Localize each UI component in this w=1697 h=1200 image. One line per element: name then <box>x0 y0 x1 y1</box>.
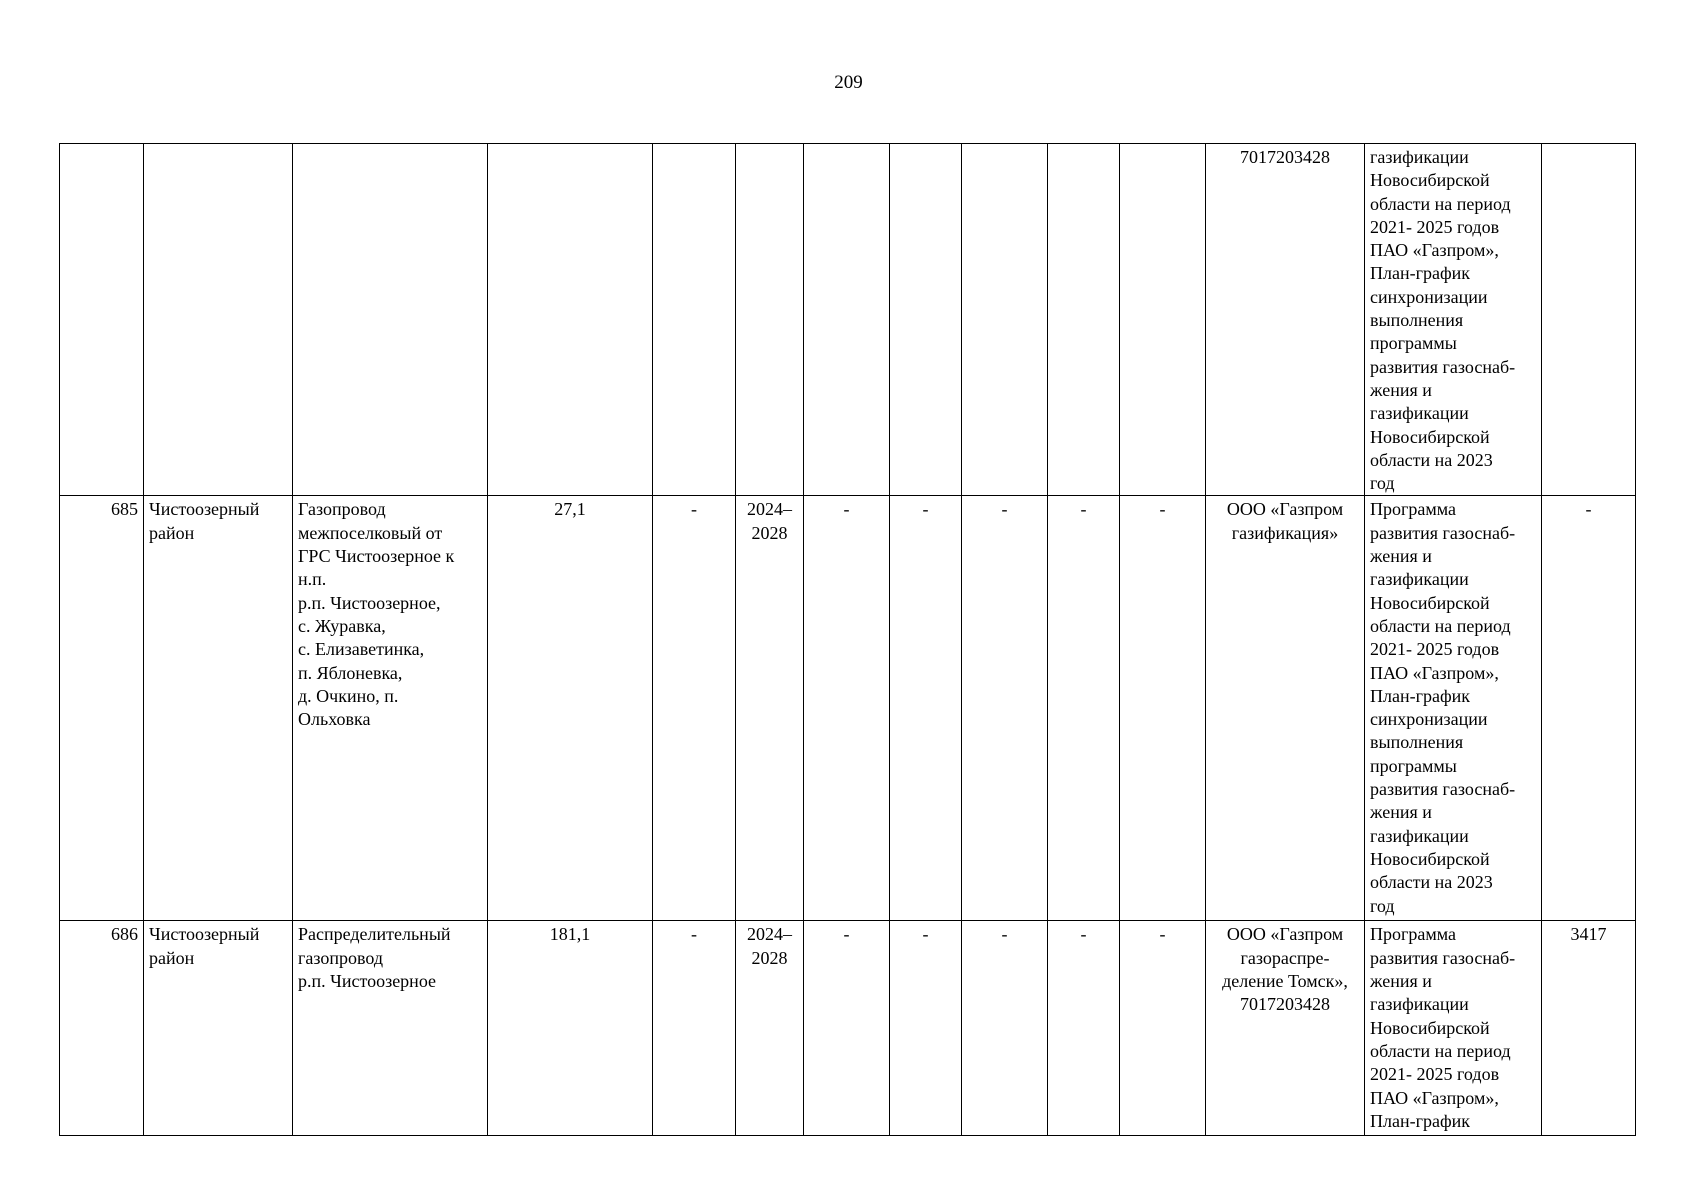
cell-text: - <box>1159 499 1166 520</box>
cell-text-line: 2021- 2025 годов <box>1370 639 1500 660</box>
cell-text-line: План-график <box>1370 1110 1471 1131</box>
cell-text-line: ПАО «Газпром», <box>1370 240 1499 261</box>
cell-text-line: район <box>149 947 195 968</box>
organization-cell <box>1206 496 1365 921</box>
page-number: 209 <box>834 72 863 93</box>
cell-text-line: газификации <box>1370 825 1469 846</box>
cell-text: - <box>1159 924 1166 945</box>
length-cell <box>488 144 653 496</box>
cell-text: - <box>922 924 929 945</box>
cell-text-line: области на период <box>1370 193 1511 214</box>
column-11-cell <box>1120 921 1206 1136</box>
cell-text: - <box>1001 499 1008 520</box>
length-cell <box>488 921 653 1136</box>
cell-text-line: 2024– <box>747 499 792 520</box>
cell-text-line: п. Яблоневка, <box>298 662 403 683</box>
source-document-cell <box>1365 921 1542 1136</box>
cell-text: - <box>843 499 850 520</box>
column-8-cell <box>890 921 962 1136</box>
cell-text-line: 2028 <box>751 947 788 968</box>
cell-text-line: район <box>149 522 195 543</box>
cell-text-line: деление Томск», <box>1222 971 1348 992</box>
cell-text-line: газопровод <box>298 947 384 968</box>
district-cell <box>144 496 293 921</box>
cell-text-line: развития газоснаб- <box>1370 356 1516 377</box>
cell-text-line: н.п. <box>298 569 327 590</box>
cell-text-line: ПАО «Газпром», <box>1370 1087 1499 1108</box>
cell-text-line: Чистоозерный <box>149 499 260 520</box>
cell-text: - <box>843 924 850 945</box>
column-10-cell <box>1048 144 1120 496</box>
object-name-cell <box>293 144 488 496</box>
cell-text-line: 7017203428 <box>1240 147 1330 167</box>
cell-text-line: Новосибирской <box>1370 592 1490 613</box>
cell-text-line: развития газоснаб- <box>1370 522 1516 543</box>
cell-text-line: Новосибирской <box>1370 426 1490 447</box>
cell-text-line: Распределительный <box>298 924 451 945</box>
length-cell <box>488 496 653 921</box>
organization-cell <box>1206 144 1365 496</box>
cell-text: - <box>1080 499 1087 520</box>
row-number-cell <box>60 144 144 496</box>
cell-text-line: 2021- 2025 годов <box>1370 216 1500 237</box>
cell-text-line: газификации <box>1370 147 1469 167</box>
cell-text-line: жения и <box>1370 802 1432 823</box>
cell-text-line: год <box>1370 895 1395 916</box>
column-9-cell <box>962 921 1048 1136</box>
column-14-cell <box>1542 496 1636 921</box>
cell-text-line: Новосибирской <box>1370 170 1490 191</box>
column-9-cell <box>962 496 1048 921</box>
cell-text-line: ГРС Чистоозерное к <box>298 546 455 567</box>
cell-text: 27,1 <box>554 499 586 520</box>
table-row <box>60 496 1636 921</box>
cell-text-line: ПАО «Газпром», <box>1370 662 1499 683</box>
row-number-cell <box>60 921 144 1136</box>
cell-text-line: межпоселковый от <box>298 522 443 543</box>
cell-text-line: выполнения <box>1370 732 1464 753</box>
cell-text-line: газификации <box>1370 994 1469 1015</box>
cell-text-line: р.п. Чистоозерное, <box>298 592 441 613</box>
cell-text-line: ООО «Газпром <box>1226 499 1344 520</box>
cell-text-line: области на период <box>1370 1040 1511 1061</box>
object-name-cell <box>293 496 488 921</box>
table-row <box>60 921 1636 1136</box>
cell-text-line: жения и <box>1370 546 1432 567</box>
cell-text-line: Новосибирской <box>1370 1017 1490 1038</box>
cell-text: 685 <box>111 499 138 520</box>
cell-text-line: План-график <box>1370 263 1471 284</box>
cell-text: - <box>922 499 929 520</box>
cell-text: - <box>691 924 697 945</box>
period-cell <box>736 921 804 1136</box>
cell-text: 181,1 <box>549 924 591 945</box>
row-number-cell <box>60 496 144 921</box>
cell-text-line: с. Журавка, <box>298 615 386 636</box>
cell-text-line: синхронизации <box>1370 286 1488 307</box>
cell-text-line: развития газоснаб- <box>1370 779 1516 800</box>
column-7-cell <box>804 921 890 1136</box>
cell-text-line: газификации <box>1370 403 1469 424</box>
cell-text-line: газораспре- <box>1240 947 1330 968</box>
cell-text-line: газификация» <box>1231 522 1339 543</box>
cell-text-line: области на 2023 <box>1370 449 1493 470</box>
cell-text-line: ООО «Газпром <box>1226 924 1344 945</box>
cell-text-line: 2028 <box>751 522 788 543</box>
column-11-cell <box>1120 496 1206 921</box>
column-5-cell <box>653 496 736 921</box>
cell-text-line: программы <box>1370 755 1457 776</box>
cell-text-line: 7017203428 <box>1240 994 1330 1015</box>
cell-text: - <box>1001 924 1008 945</box>
cell-text-line: программы <box>1370 333 1457 354</box>
cell-text-line: синхронизации <box>1370 709 1488 730</box>
column-9-cell <box>962 144 1048 496</box>
column-14-cell <box>1542 921 1636 1136</box>
cell-text-line: Новосибирской <box>1370 848 1490 869</box>
column-5-cell <box>653 144 736 496</box>
period-cell <box>736 144 804 496</box>
source-document-cell <box>1365 496 1542 921</box>
cell-text-line: План-график <box>1370 685 1471 706</box>
cell-text: 3417 <box>1570 924 1607 945</box>
column-7-cell <box>804 496 890 921</box>
district-cell <box>144 921 293 1136</box>
organization-cell <box>1206 921 1365 1136</box>
column-11-cell <box>1120 144 1206 496</box>
cell-text-line: развития газоснаб- <box>1370 947 1516 968</box>
column-10-cell <box>1048 921 1120 1136</box>
period-cell <box>736 496 804 921</box>
column-5-cell <box>653 921 736 1136</box>
cell-text-line: Газопровод <box>298 499 386 520</box>
cell-text-line: жения и <box>1370 971 1432 992</box>
column-7-cell <box>804 144 890 496</box>
cell-text-line: р.п. Чистоозерное <box>298 971 437 992</box>
cell-text-line: д. Очкино, п. <box>298 685 399 706</box>
cell-text-line: 2024– <box>747 924 792 945</box>
cell-text-line: с. Елизаветинка, <box>298 639 425 660</box>
object-name-cell <box>293 921 488 1136</box>
column-10-cell <box>1048 496 1120 921</box>
cell-text-line: области на период <box>1370 615 1511 636</box>
cell-text: 686 <box>111 924 138 945</box>
table-row <box>60 144 1636 496</box>
gasification-table <box>59 143 1636 1136</box>
cell-text-line: Программа <box>1370 499 1457 520</box>
cell-text-line: Программа <box>1370 924 1457 945</box>
cell-text-line: выполнения <box>1370 310 1464 331</box>
district-cell <box>144 144 293 496</box>
cell-text-line: год <box>1370 473 1395 494</box>
cell-text: - <box>1080 924 1087 945</box>
cell-text-line: Чистоозерный <box>149 924 260 945</box>
cell-text-line: 2021- 2025 годов <box>1370 1064 1500 1085</box>
column-8-cell <box>890 496 962 921</box>
cell-text-line: газификации <box>1370 569 1469 590</box>
cell-text: - <box>1585 499 1592 520</box>
cell-text-line: жения и <box>1370 379 1432 400</box>
source-document-cell <box>1365 144 1542 496</box>
cell-text: - <box>691 499 697 520</box>
cell-text-line: области на 2023 <box>1370 872 1493 893</box>
cell-text-line: Ольховка <box>298 709 371 730</box>
column-8-cell <box>890 144 962 496</box>
column-14-cell <box>1542 144 1636 496</box>
